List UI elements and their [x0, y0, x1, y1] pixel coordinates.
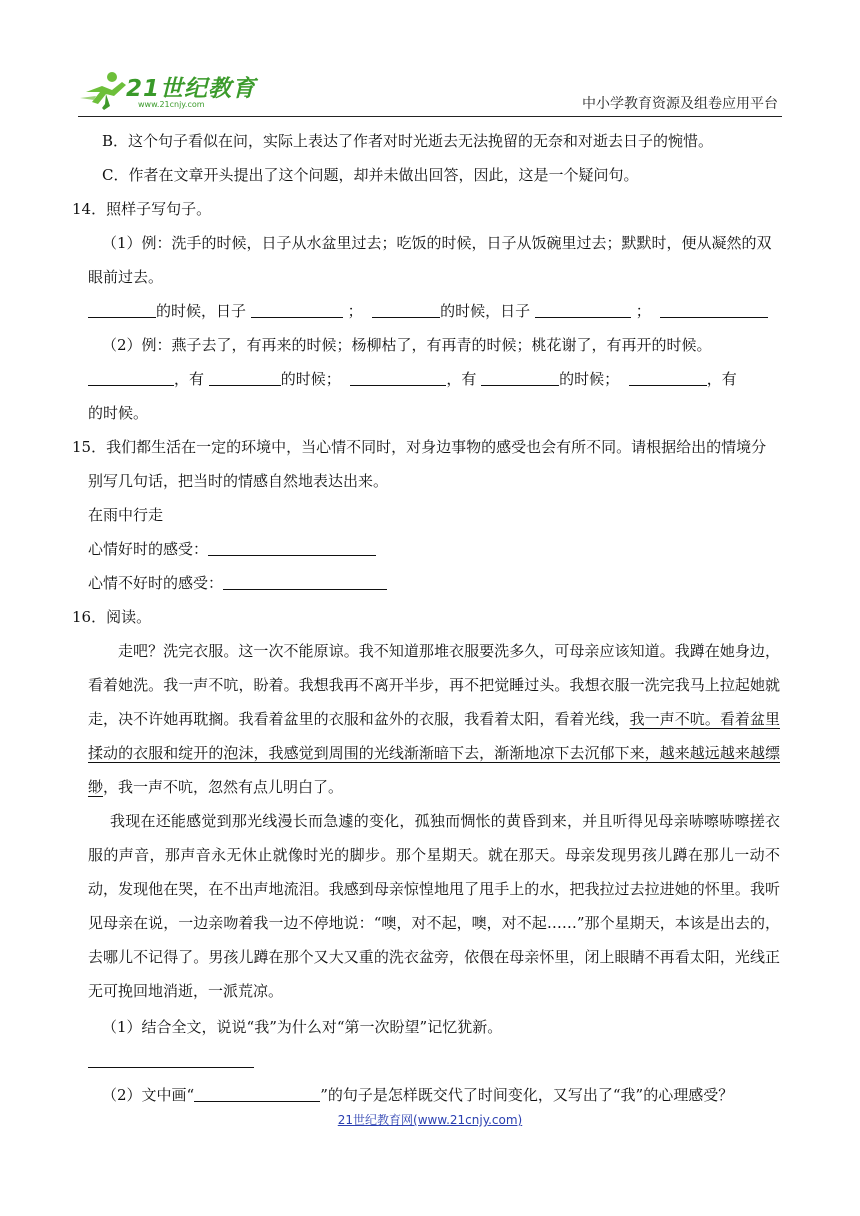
logo-text: 21世纪教育 — [126, 76, 257, 102]
answer-blank[interactable] — [209, 367, 281, 386]
logo-url: www.21cnjy.com — [138, 100, 205, 109]
platform-name: 中小学教育资源及组卷应用平台 — [582, 96, 778, 112]
fill-text: ，有 — [446, 370, 477, 388]
answer-blank[interactable] — [535, 299, 631, 318]
q14-2-example: （2）例：燕子去了，有再来的时候；杨柳枯了，有再青的时候；桃花谢了，有再开的时候。 — [102, 336, 712, 354]
answer-blank[interactable] — [660, 299, 768, 318]
answer-blank[interactable] — [629, 367, 707, 386]
answer-blank[interactable] — [350, 367, 446, 386]
fill-text: 的时候； — [559, 370, 620, 388]
fill-text: ； — [347, 302, 363, 320]
answer-blank[interactable] — [194, 1083, 320, 1102]
answer-blank[interactable] — [88, 299, 156, 318]
reading-paragraph-1 — [88, 634, 780, 804]
answer-blank[interactable] — [481, 367, 559, 386]
q15-scene: 在雨中行走 — [88, 506, 164, 524]
fill-text: ； — [635, 302, 651, 320]
answer-blank[interactable] — [223, 571, 387, 590]
site-logo — [78, 70, 268, 114]
option-b: B．这个句子看似在问，实际上表达了作者对时光逝去无法挽留的无奈和对逝去日子的惋惜。 — [102, 132, 714, 150]
reading-paragraph-2: 我现在还能感觉到那光线漫长而急遽的变化，孤独而惆怅的黄昏到来，并且听得见母亲哧嚓哧嚓搓衣服的声音，那声音永无休止就像时光的脚步。那个星期天。就在那天。母亲发现男孩儿蹲在那儿一动不动，发现他在哭，在不出声地流泪。我感到母亲惊惶地甩了甩手上的水，把我拉过去拉进她的怀里。我听见母亲在说，一边亲吻着我一边不停地说：“噢，对不起，噢，对不起……”那个星期天，本该是出去的，去哪儿不记得了。男孩儿蹲在那个又大又重的洗衣盆旁，依偎在母亲怀里，闭上眼睛不再看太阳，光线正无可挽回地消逝，一派荒凉。 — [88, 812, 780, 1000]
question-15-line2: 别写几句话，把当时的情感自然地表达出来。 — [88, 472, 389, 490]
q15-good-mood — [88, 532, 780, 566]
q16-2 — [88, 1078, 780, 1112]
fill-text: ，有 — [706, 370, 737, 388]
answer-blank[interactable] — [372, 299, 440, 318]
answer-blank[interactable] — [251, 299, 343, 318]
paragraph-text: ，我一声不吭，忽然有点儿明白了。 — [103, 778, 344, 796]
answer-blank[interactable] — [88, 367, 174, 386]
q14-2-fill-end: 的时候。 — [88, 404, 149, 422]
question-16-title: 16．阅读。 — [72, 608, 152, 626]
question-text: （2）文中画“ — [102, 1086, 195, 1104]
q15-bad-mood — [88, 566, 780, 600]
q16-1: （1）结合全文，说说“我”为什么对“第一次盼望”记忆犹新。 — [102, 1018, 503, 1036]
document-body — [72, 124, 780, 1112]
question-text: ”的句子是怎样既交代了时间变化，又写出了“我”的心理感受？ — [320, 1086, 734, 1104]
question-14-title: 14．照样子写句子。 — [72, 200, 212, 218]
prompt-label: 心情好时的感受： — [88, 540, 209, 558]
page-header — [78, 62, 782, 117]
question-15-line1: 15．我们都生活在一定的环境中，当心情不同时，对身边事物的感受也会有所不同。请根据给出的情境分 — [72, 438, 767, 456]
fill-text: 的时候，日子 — [440, 302, 531, 320]
q14-1-example-line2: 眼前过去。 — [88, 268, 164, 286]
fill-text: 的时候； — [280, 370, 341, 388]
q14-2-fill-line — [88, 362, 780, 396]
q14-1-fill-line — [88, 294, 780, 328]
option-c: C．作者在文章开头提出了这个问题，却并未做出回答，因此，这是一个疑问句。 — [102, 166, 639, 184]
fill-text: 的时候，日子 — [156, 302, 247, 320]
q14-1-example-line1: （1）例：洗手的时候，日子从水盆里过去；吃饭的时候，日子从饭碗里过去；默默时，便从凝然的双 — [102, 234, 772, 252]
answer-blank[interactable] — [88, 1049, 254, 1068]
underlined-sentence: 我一声不吭。看着盆里揉动的衣服和绽开的泡沫，我感觉到周围的光线渐渐暗下去，渐渐地凉下去沉郁下来，越来越远越来越缥缈 — [88, 710, 780, 796]
footer-link[interactable]: 21世纪教育网(www.21cnjy.com) — [337, 1113, 523, 1127]
q16-1-answer-line — [88, 1044, 780, 1078]
fill-text: ，有 — [174, 370, 205, 388]
paragraph-text: 走吧？洗完衣服。这一次不能原谅。我不知道那堆衣服要洗多久，可母亲应该知道。我蹲在她身边，看着她洗。我一声不吭，盼着。我想我再不离开半步，再不把觉睡过头。我想衣服一洗完我马上拉起她就走，决不许她再耽搁。我看着盆里的衣服和盆外的衣服，我看着太阳，看着光线， — [88, 642, 780, 728]
prompt-label: 心情不好时的感受： — [88, 574, 224, 592]
answer-blank[interactable] — [208, 537, 376, 556]
